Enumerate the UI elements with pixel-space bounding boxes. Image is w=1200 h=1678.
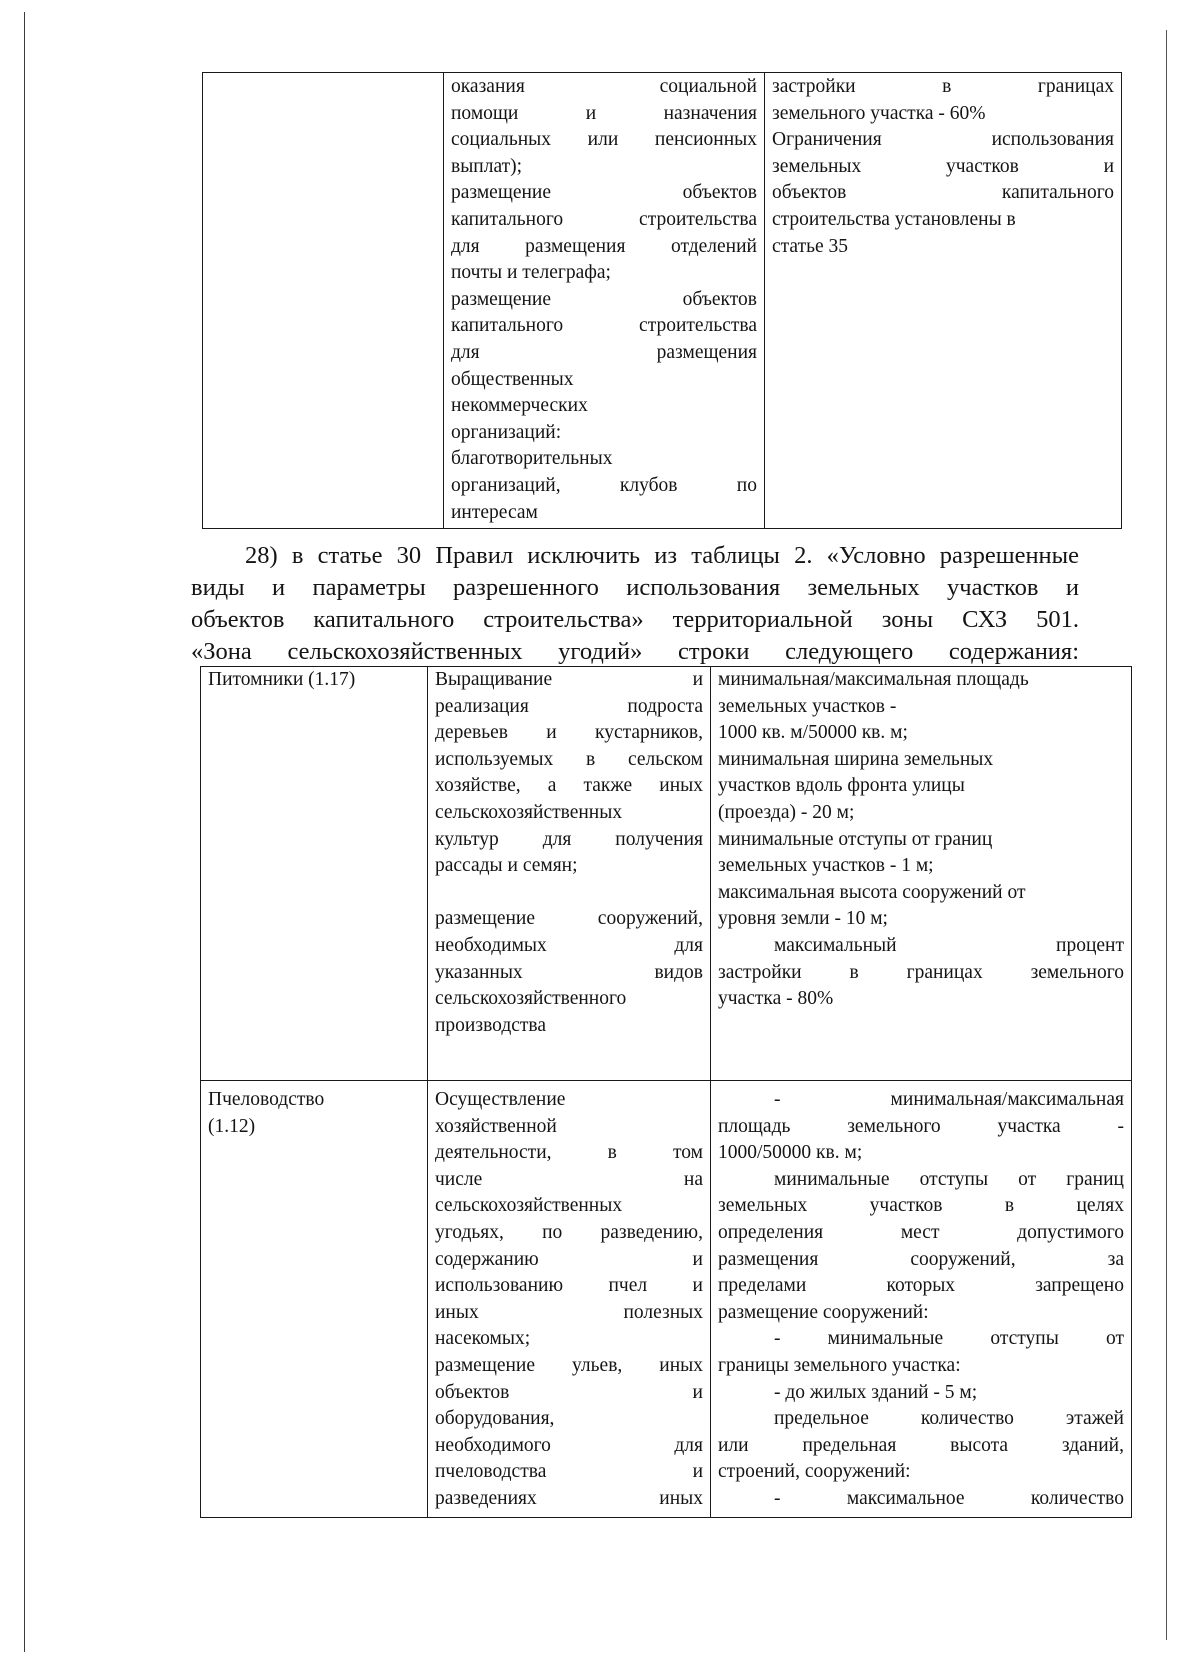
paragraph-line: объектов капитального строительства» территориальной зоны СХЗ 501. [191,606,1079,633]
text-line: организаций: [451,421,562,443]
text-line: необходимого для [435,1434,703,1456]
text-line: участков вдоль фронта улицы [718,775,965,797]
table-cell-name [201,667,428,1081]
table-cell-description [428,667,711,1081]
scan-edge-left [24,12,25,1652]
text-line: площадь земельного участка - [718,1115,1124,1137]
text-line: - максимальное количество [774,1487,1124,1509]
text-line: капитального строительства [451,315,757,337]
text-line: Выращивание и [435,669,703,690]
table-cell-description [444,73,765,529]
text-line: застройки в границах [772,76,1114,97]
text-line: размещение объектов [451,182,757,204]
table-row [201,667,1132,1081]
text-line: некоммерческих [451,395,588,417]
text-line: Пчеловодство [208,1089,325,1110]
text-line: общественных [451,368,574,390]
text-line: границы земельного участка: [718,1354,961,1376]
table-cell-parameters [711,1081,1132,1518]
text-line: - минимальная/максимальная [774,1089,1124,1110]
table-cell-parameters [711,667,1132,1081]
text-line: производства [435,1014,547,1036]
text-line: Питомники (1.17) [208,669,356,690]
text-line: для размещения отделений [451,235,757,257]
text-line: хозяйственной [435,1115,557,1137]
text-line: земельных участков - [718,695,897,717]
text-line: (1.12) [208,1115,256,1137]
text-line: сельскохозяйственного [435,988,627,1010]
text-line: - минимальные отступы от [774,1328,1124,1350]
text-line: минимальные отступы от границ [718,828,993,850]
text-line: для размещения [451,341,757,363]
text-line: (проезда) - 20 м; [718,801,855,823]
text-line: определения мест допустимого [718,1221,1124,1243]
text-line: земельных участков и [772,155,1114,177]
text-line: числе на [435,1168,703,1190]
text-line: строений, сооружений: [718,1461,911,1483]
text-line: оказания социальной [451,76,757,97]
text-line: насекомых; [435,1328,531,1350]
text-line: Ограничения использования [772,129,1114,151]
text-line: 1000/50000 кв. м; [718,1142,863,1164]
text-line: угодьях, по разведению, [435,1221,703,1243]
text-line: земельных участков - 1 м; [718,855,934,877]
text-line: оборудования, [435,1408,555,1430]
text-gap [435,880,703,907]
text-line: иных полезных [435,1301,703,1323]
text-line: сельскохозяйственных [435,1195,623,1217]
text-line: размещение ульев, иных [435,1354,703,1376]
table-conditional-uses [200,666,1132,1518]
text-line: минимальные отступы от границ [774,1168,1124,1190]
text-line: социальных или пенсионных [451,129,757,151]
text-line: - до жилых зданий - 5 м; [774,1381,978,1403]
text-line: минимальная ширина земельных [718,748,994,770]
paragraph-line: «Зона сельскохозяйственных угодий» строки следующего содержания: [191,638,1079,665]
text-line: размещения сооружений, за [718,1248,1124,1270]
text-line: сельскохозяйственных [435,801,623,823]
text-line: предельное количество этажей [774,1408,1124,1430]
text-line: размещение сооружений: [718,1301,929,1323]
text-line: максимальная высота сооружений от [718,881,1026,903]
text-line: указанных видов [435,961,703,983]
text-line: участка - 80% [718,988,834,1010]
text-line: объектов и [435,1381,703,1403]
text-line: используемых в сельском [435,748,703,770]
text-line: рассады и семян; [435,855,578,877]
text-line: размещение сооружений, [435,908,703,930]
text-line: минимальная/максимальная площадь [718,669,1029,690]
text-line: статье 35 [772,235,849,257]
text-line: выплат); [451,155,523,177]
table-cell-name [201,1081,428,1518]
table-row [201,1081,1132,1518]
text-line: необходимых для [435,934,703,956]
amendment-paragraph [191,540,1079,668]
table-cell-description [428,1081,711,1518]
text-line: культур для получения [435,828,703,850]
table-cell-parameters [765,73,1122,529]
text-line: пчеловодства и [435,1461,703,1483]
text-line: почты и телеграфа; [451,262,611,284]
text-line: организаций, клубов по [451,474,757,496]
text-line: строительства установлены в [772,208,1016,230]
text-line: застройки в границах земельного [718,961,1124,983]
text-line: благотворительных [451,448,613,470]
text-line: реализация подроста [435,695,703,717]
text-line: капитального строительства [451,208,757,230]
scan-edge-right [1166,30,1167,1640]
text-line: разведениях иных [435,1487,703,1509]
text-line: использованию пчел и [435,1275,703,1297]
text-line: или предельная высота зданий, [718,1434,1124,1456]
text-line: земельного участка - 60% [772,102,986,124]
table-continuation [202,72,1122,529]
text-line: интересам [451,501,538,523]
text-line: 1000 кв. м/50000 кв. м; [718,722,908,744]
text-line: помощи и назначения [451,102,757,124]
text-line: объектов капитального [772,182,1114,204]
text-line: Осуществление [435,1089,566,1110]
text-line: уровня земли - 10 м; [718,908,888,930]
text-line: максимальный процент [774,934,1124,956]
text-line: пределами которых запрещено [718,1275,1124,1297]
text-line: деревьев и кустарников, [435,722,703,744]
table-cell-name [203,73,444,529]
text-line: деятельности, в том [435,1142,703,1164]
text-line: хозяйстве, а также иных [435,775,703,797]
paragraph-line: 28) в статье 30 Правил исключить из таблицы 2. «Условно разрешенные [245,542,1079,569]
table-row [203,73,1122,529]
text-line: земельных участков в целях [718,1195,1124,1217]
text-line: содержанию и [435,1248,703,1270]
text-line: размещение объектов [451,288,757,310]
paragraph-line: виды и параметры разрешенного использования земельных участков и [191,574,1079,601]
